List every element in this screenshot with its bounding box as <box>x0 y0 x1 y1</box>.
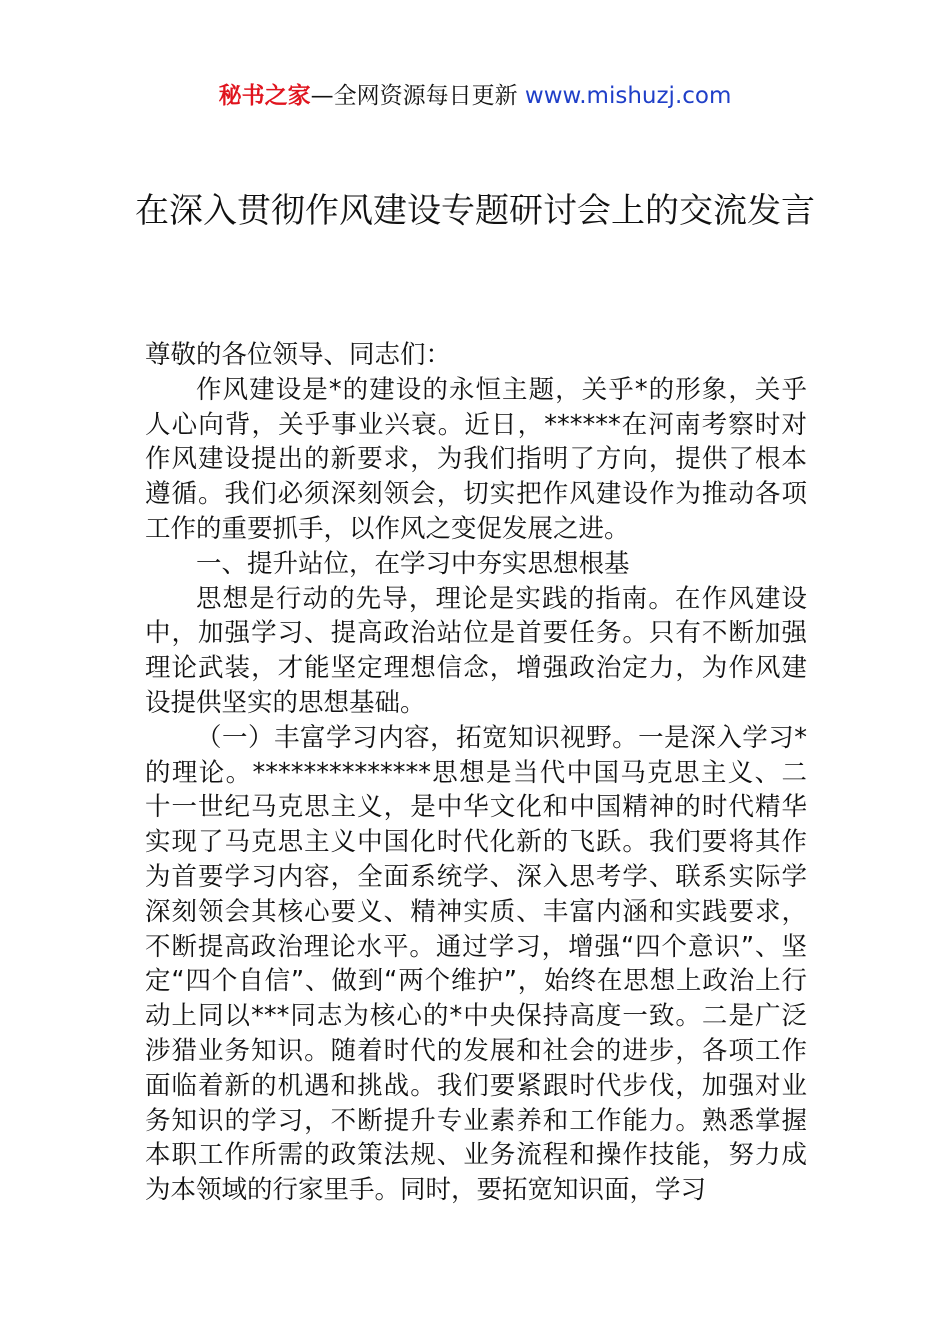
site-url: www.mishuzj.com <box>524 83 732 109</box>
document-title: 在深入贯彻作风建设专题研讨会上的交流发言 <box>135 191 815 231</box>
paragraph-subsection-1: （一）丰富学习内容，拓宽知识视野。一是深入学习*的理论。**************思想是当代中国马克思主义、二十一世纪马克思主义，是中华文化和中国精神的时代精华实现了马克思主义中国化时代化新的飞跃。我们要将其作为首要学习内容，全面系统学、深入思考学、联系实际学深刻领会其核心要义、精神实质、丰富内涵和实践要求，不断提高政治理论水平。通过学习，增强“四个意识”、坚定“四个自信”、做到“两个维护”，始终在思想上政治上行动上同以***同志为核心的*中央保持高度一致。二是广泛涉猎业务知识。随着时代的发展和社会的进步，各项工作面临着新的机遇和挑战。我们要紧跟时代步伐，加强对业务知识的学习，不断提升专业素养和工作能力。熟悉掌握本职工作所需的政策法规、业务流程和操作技能，努力成为本领域的行家里手。同时，要拓宽知识面，学习 <box>145 722 807 1206</box>
document-body <box>145 338 807 1208</box>
section-heading-1: 一、提升站位，在学习中夯实思想根基 <box>196 548 630 579</box>
site-brand: 秘书之家 <box>218 83 311 109</box>
site-tagline: —全网资源每日更新 <box>310 83 525 109</box>
site-header <box>0 80 950 112</box>
salutation: 尊敬的各位领导、同志们： <box>145 340 452 370</box>
paragraph-intro: 作风建设是*的建设的永恒主题，关乎*的形象，关乎人心向背，关乎事业兴衰。近日，******在河南考察时对作风建设提出的新要求，为我们指明了方向，提供了根本遵循。我们必须深刻领会，切实把作风建设作为推动各项工作的重要抓手，以作风之变促发展之进。 <box>145 374 807 544</box>
paragraph-section-1: 思想是行动的先导，理论是实践的指南。在作风建设中，加强学习、提高政治站位是首要任务。只有不断加强理论武装，才能坚定理想信念，增强政治定力，为作风建设提供坚实的思想基础。 <box>145 583 807 718</box>
